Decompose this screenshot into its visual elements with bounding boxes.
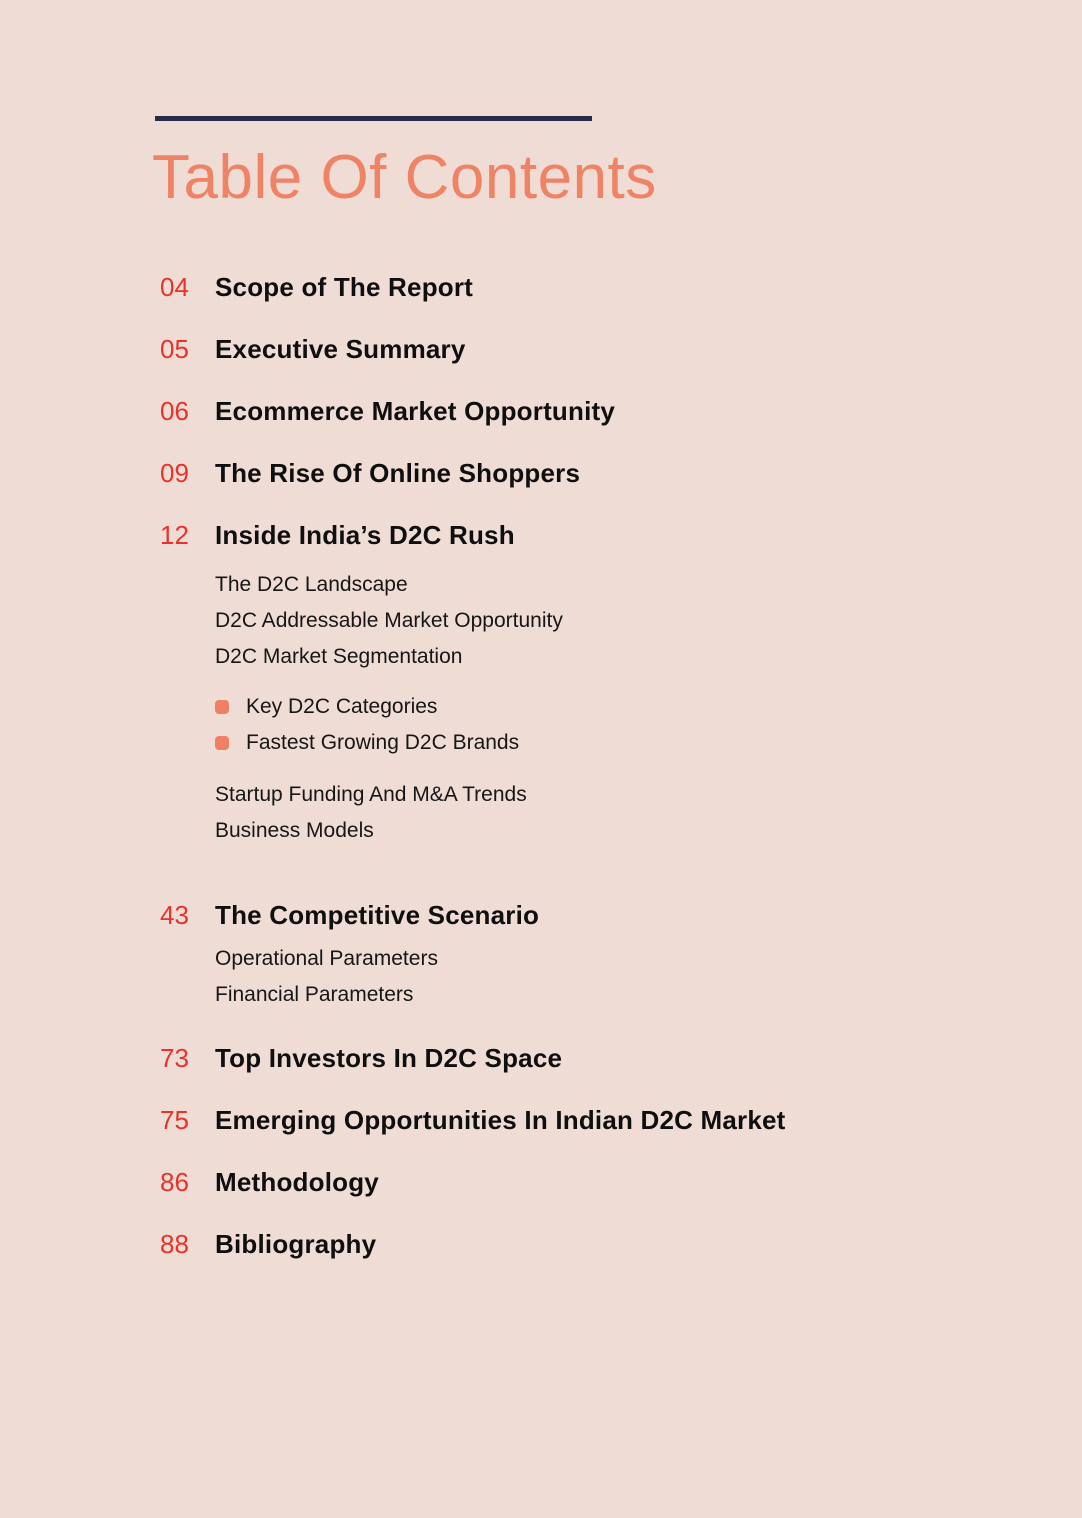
toc-subsection-group (215, 567, 1082, 675)
toc-page-number: 88 (160, 1229, 189, 1259)
toc-entry-label: The Rise Of Online Shoppers (215, 458, 581, 488)
toc-entry-label: Top Investors In D2C Space (215, 1043, 563, 1073)
toc-entry-scope (155, 273, 1082, 301)
toc-entry-label: Scope of The Report (215, 272, 474, 302)
toc-page-number: 09 (160, 458, 189, 488)
title-rule (155, 116, 592, 121)
toc-page-number: 04 (160, 272, 189, 302)
toc-entry-online-shoppers (155, 459, 1082, 487)
toc-entry-label: The Competitive Scenario (215, 900, 540, 930)
toc-page (0, 116, 1082, 1258)
toc-subsection: Financial Parameters (215, 983, 414, 1006)
toc-entry-d2c-rush (155, 521, 1082, 549)
toc-page-number: 86 (160, 1167, 189, 1197)
bullet-square-icon (215, 700, 229, 714)
toc-subsection-group (215, 941, 1082, 1013)
toc-subsection: D2C Market Segmentation (215, 645, 463, 668)
toc-entry-label: Inside India’s D2C Rush (215, 520, 515, 550)
toc-bullet-label: Fastest Growing D2C Brands (246, 731, 520, 754)
toc-entry-label: Ecommerce Market Opportunity (215, 396, 616, 426)
toc-subsection: The D2C Landscape (215, 573, 408, 596)
toc-subsection: D2C Addressable Market Opportunity (215, 609, 563, 632)
toc-entry-label: Executive Summary (215, 334, 466, 364)
toc-entry-ecommerce-market (155, 397, 1082, 425)
toc-entry-label: Bibliography (215, 1229, 377, 1259)
toc-page-number: 75 (160, 1105, 189, 1135)
toc-entry-label: Methodology (215, 1167, 379, 1197)
toc-subsection: Startup Funding And M&A Trends (215, 783, 527, 806)
toc-subsection: Operational Parameters (215, 947, 438, 970)
toc-page-number: 06 (160, 396, 189, 426)
toc-bullet-item (215, 725, 1082, 761)
toc-bullet-group (215, 689, 1082, 761)
toc-page-number: 05 (160, 334, 189, 364)
toc-entry-executive-summary (155, 335, 1082, 363)
page-title: Table Of Contents (152, 143, 657, 212)
toc-entry-bibliography (155, 1230, 1082, 1258)
document-page (0, 116, 1082, 1518)
toc-page-number: 43 (160, 900, 189, 930)
toc-entry-emerging-opportunities (155, 1106, 1082, 1134)
toc-page-number: 12 (160, 520, 189, 550)
toc-bullet-label: Key D2C Categories (246, 695, 438, 718)
toc-bullet-item (215, 689, 1082, 725)
toc-entry-label: Emerging Opportunities In Indian D2C Market (215, 1105, 786, 1135)
toc-list (155, 273, 1082, 1258)
toc-page-number: 73 (160, 1043, 189, 1073)
toc-entry-competitive-scenario (155, 901, 1082, 929)
bullet-square-icon (215, 736, 229, 750)
toc-subsection: Business Models (215, 819, 374, 842)
toc-subsection-group (215, 777, 1082, 849)
toc-entry-top-investors (155, 1044, 1082, 1072)
toc-entry-methodology (155, 1168, 1082, 1196)
